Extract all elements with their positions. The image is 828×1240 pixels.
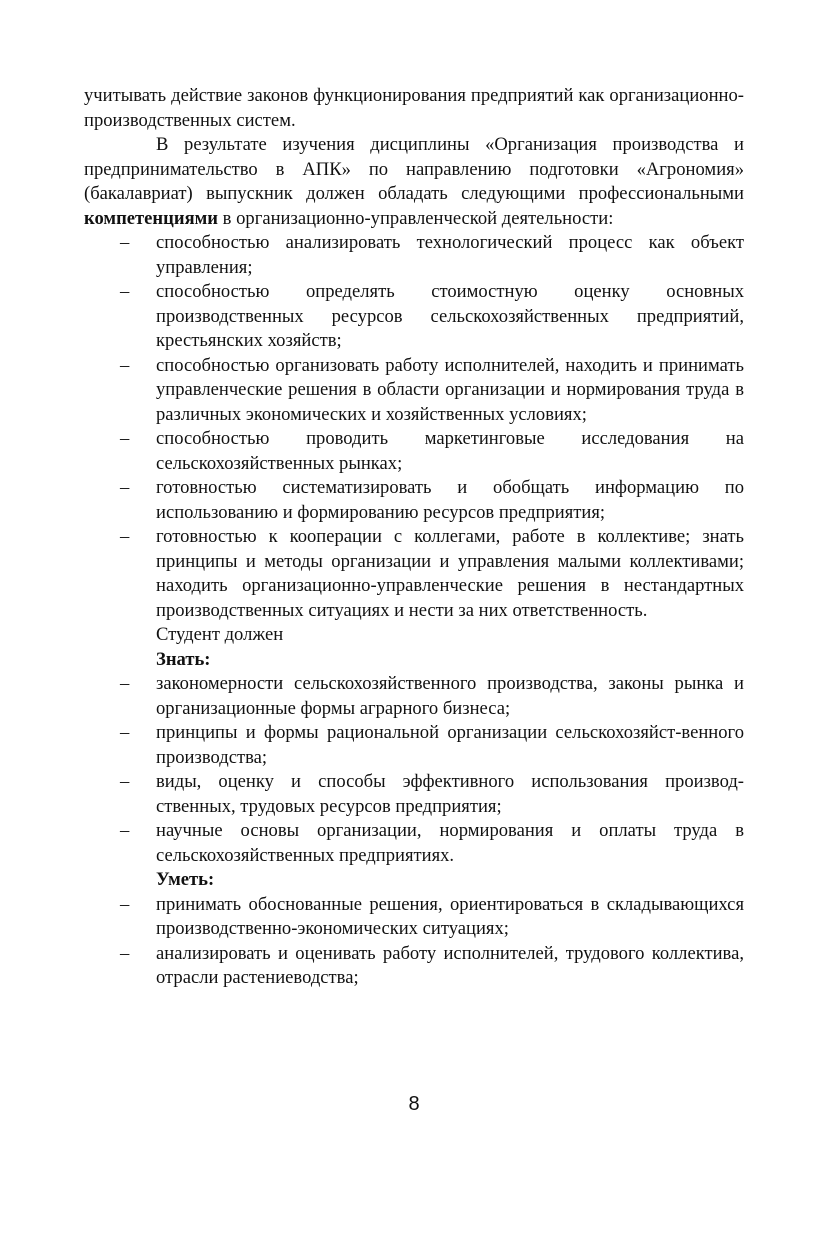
competencies-list [84,231,744,623]
able-list [84,893,744,991]
list-item [84,819,744,868]
list-item [84,231,744,280]
dash-marker: – [120,942,130,964]
list-item [84,476,744,525]
list-item [84,525,744,623]
dash-marker: – [120,232,130,253]
list-item-text: закономерности сельскохозяйственного производства, законы рынка и организационные формы аграрного бизнеса; [156,673,744,719]
intro-paragraph-end: в организационно-управленческой деятельности: [222,207,614,229]
list-item-text: виды, оценку и способы эффективного использования производ-ственных, трудовых ресурсов предприятия; [156,771,744,817]
list-item-text: способностью определять стоимостную оценку основных производственных ресурсов сельскохозяйственных предприятий, крестьянских хозяйств; [156,281,744,351]
know-heading: Знать: [156,648,211,670]
list-item [84,893,744,942]
dash-marker: – [120,893,130,915]
intro-continuation: учитывать действие законов функционирования предприятий как организационно-производственных систем. [84,85,744,131]
dash-marker: – [120,526,130,547]
student-line: Студент должен [156,624,284,645]
able-heading: Уметь: [156,869,215,890]
list-item-text: способностью анализировать технологический процесс как объект управления; [156,232,744,278]
dash-marker: – [120,820,130,841]
list-item [84,354,744,428]
list-item-text: готовностью систематизировать и обобщать информацию по использованию и формированию ресурсов предприятия; [156,477,744,523]
list-item-text: научные основы организации, нормирования и оплаты труда в сельскохозяйственных предприятиях. [156,820,744,866]
list-item [84,280,744,354]
dash-marker: – [120,771,130,792]
page-body [84,84,744,991]
dash-marker: – [120,673,130,694]
intro-paragraph [84,133,744,231]
list-item-text: принимать обоснованные решения, ориентироваться в складывающихся производственно-экономических ситуациях; [156,893,744,939]
list-item [84,672,744,721]
list-item [84,427,744,476]
list-item [84,770,744,819]
dash-marker: – [120,354,130,376]
page-number: 8 [408,1093,420,1115]
know-list [84,672,744,868]
intro-paragraph-bold: компетенциями [84,207,219,229]
list-item [84,942,744,991]
list-item-text: способностью проводить маркетинговые исследования на сельскохозяйственных рынках; [156,428,744,474]
dash-marker: – [120,477,130,498]
dash-marker: – [120,428,130,449]
intro-paragraph-start: В результате изучения дисциплины «Организация производства и предпринимательство в АПК» по направлению подготовки «Агрономия» (бакалавриат) выпускник должен обладать следующими профессиональными [84,134,744,204]
list-item-text: принципы и формы рациональной организации сельскохозяйст-венного производства; [156,722,744,768]
list-item-text: готовностью к кооперации с коллегами, работе в коллективе; знать принципы и методы организации и управления малыми коллективами; находить организационно-управленческие решения в нестандартных производственных ситуациях и нести за них ответственность. [156,526,744,621]
list-item [84,721,744,770]
list-item-text: анализировать и оценивать работу исполнителей, трудового коллектива, отрасли растениеводства; [156,942,744,988]
list-item-text: способностью организовать работу исполнителей, находить и принимать управленческие решения в области организации и нормирования труда в различных экономических и хозяйственных условиях; [156,354,744,425]
dash-marker: – [120,281,130,302]
dash-marker: – [120,722,130,743]
